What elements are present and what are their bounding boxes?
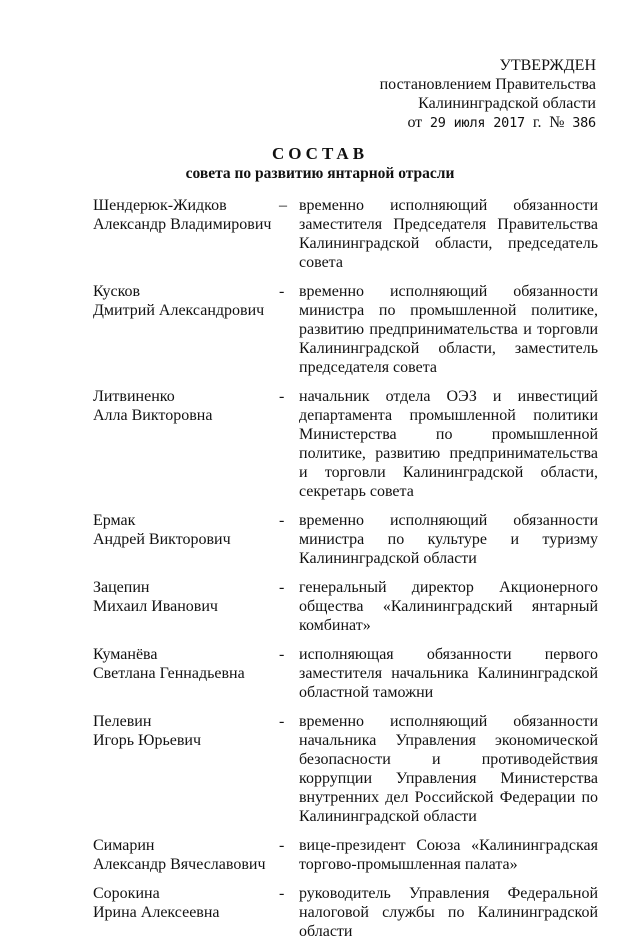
document-title (0, 144, 640, 184)
member-person (93, 282, 279, 320)
member-name: Игорь Юрьевич (93, 732, 202, 749)
title-sub: совета по развитию янтарной отрасли (185, 165, 455, 182)
member-row (93, 884, 598, 941)
member-row (93, 387, 598, 501)
member-surname: Литвиненко (93, 388, 175, 405)
member-name: Алла Викторовна (93, 407, 213, 424)
member-dash: – (279, 197, 287, 214)
number-value: 386 (572, 115, 596, 131)
member-role: временно исполняющий обязанности министра по промышленной политике, развитию предпринимательства и торговли Калининградской области, заместитель председателя совета (299, 283, 598, 376)
member-role: временно исполняющий обязанности министра по культуре и туризму Калининградской области (299, 512, 598, 567)
date-suffix: г. (532, 114, 542, 131)
member-dash: - (279, 837, 285, 854)
approval-line-2: Калининградской области (418, 95, 596, 112)
member-surname: Пелевин (93, 713, 152, 730)
member-person (93, 578, 279, 616)
member-surname: Симарин (93, 837, 155, 854)
member-person (93, 836, 279, 874)
member-name: Ирина Алексеевна (93, 904, 220, 921)
member-surname: Зацепин (93, 579, 150, 596)
approval-date-line (356, 113, 596, 133)
member-row (93, 282, 598, 377)
date-value: 29 июля 2017 (429, 115, 525, 131)
approval-heading: УТВЕРЖДЕН (499, 57, 596, 74)
member-surname: Шендерюк-Жидков (93, 197, 227, 214)
member-person (93, 884, 279, 922)
member-role: вице-президент Союза «Калининградская торгово-промышленная палата» (299, 837, 598, 873)
date-prefix: от (407, 114, 422, 131)
member-surname: Сорокина (93, 885, 160, 902)
member-role: исполняющая обязанности первого заместителя начальника Калининградской областной таможни (299, 646, 598, 701)
member-person (93, 196, 279, 234)
member-dash: - (279, 713, 285, 730)
members-list (93, 196, 598, 951)
member-person (93, 511, 279, 549)
member-dash: - (279, 512, 285, 529)
member-name: Александр Владимирович (93, 216, 272, 233)
member-row (93, 578, 598, 635)
member-name: Дмитрий Александрович (93, 302, 265, 319)
member-row (93, 712, 598, 826)
member-dash: - (279, 646, 285, 663)
member-row (93, 836, 598, 874)
member-name: Светлана Геннадьевна (93, 665, 245, 682)
member-role: временно исполняющий обязанности заместителя Председателя Правительства Калининградской области, председатель совета (299, 197, 598, 271)
member-name: Александр Вячеславович (93, 856, 266, 873)
member-row (93, 511, 598, 568)
member-role: начальник отдела ОЭЗ и инвестиций департамента промышленной политики Министерства по промышленной политике, развитию предпринимательства и торговли Калининградской области, секретарь совета (299, 388, 598, 500)
member-dash: - (279, 885, 285, 902)
member-dash: - (279, 579, 285, 596)
member-name: Михаил Иванович (93, 598, 218, 615)
title-main: СОСТАВ (271, 144, 369, 163)
approval-line-1: постановлением Правительства (379, 76, 596, 93)
member-person (93, 645, 279, 683)
member-dash: - (279, 283, 285, 300)
member-name: Андрей Викторович (93, 531, 231, 548)
approval-block (356, 56, 596, 133)
member-role: временно исполняющий обязанности начальника Управления экономической безопасности и противодействия коррупции Управления Министерства внутренних дел Российской Федерации по Калининградской области (299, 713, 598, 825)
member-role: руководитель Управления Федеральной налоговой службы по Калининградской области (299, 885, 598, 940)
member-role: генеральный директор Акционерного общества «Калининградский янтарный комбинат» (299, 579, 598, 634)
member-person (93, 387, 279, 425)
number-sign: № (549, 114, 565, 131)
member-person (93, 712, 279, 750)
member-surname: Кусков (93, 283, 141, 300)
member-row (93, 645, 598, 702)
member-dash: - (279, 388, 285, 405)
member-surname: Ермак (93, 512, 136, 529)
member-surname: Куманёва (93, 646, 158, 663)
member-row (93, 196, 598, 272)
